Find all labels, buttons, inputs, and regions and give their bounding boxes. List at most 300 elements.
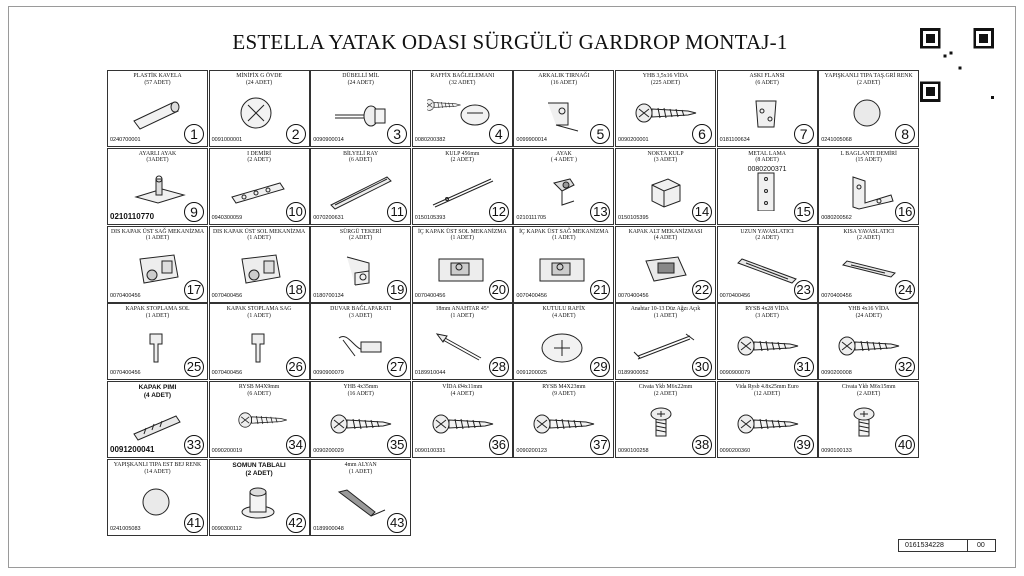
- part-code: 0940300059: [211, 214, 243, 221]
- part-name: UZUN YAVASLATICI: [740, 228, 794, 235]
- adjustable-foot-icon: [122, 171, 192, 211]
- part-code: 0181100634: [719, 137, 750, 143]
- part-name: KAPAK ALT MEKANİZMASI: [628, 228, 703, 235]
- part-label: [313, 229, 408, 242]
- part-label: [720, 73, 815, 86]
- part-label: [212, 73, 307, 86]
- part-cell-32: [818, 303, 919, 380]
- screw-icon: [325, 404, 395, 444]
- part-quantity: (3ADET): [146, 157, 169, 164]
- part-code: 0070400456: [110, 292, 141, 299]
- part-code: 0210110770: [110, 211, 155, 221]
- allen-key-icon: [325, 482, 395, 522]
- part-code: 0090900079: [719, 370, 751, 377]
- part-quantity: (14 ADET): [144, 468, 171, 475]
- part-name: METAL LAMA: [748, 150, 786, 157]
- part-label: [720, 306, 815, 319]
- part-number-badge: 10: [286, 202, 306, 222]
- part-number-badge: 3: [387, 124, 407, 144]
- part-number-badge: 18: [286, 280, 306, 300]
- part-number-badge: 39: [794, 435, 814, 455]
- screw-icon: [732, 326, 802, 366]
- part-cell-30: [615, 303, 716, 380]
- cap-icon: [833, 93, 903, 133]
- part-quantity: (9 ADET): [552, 390, 576, 397]
- part-number-badge: 34: [286, 435, 306, 455]
- part-quantity: (16 ADET): [550, 79, 578, 86]
- part-code: 0091000001: [211, 137, 243, 143]
- part-cell-28: [412, 303, 513, 380]
- part-quantity: (24 ADET): [245, 79, 273, 86]
- part-cell-1: [107, 70, 208, 147]
- part-quantity: (2 ADET): [857, 235, 881, 242]
- screw-icon: [630, 93, 700, 133]
- part-label: [821, 73, 916, 86]
- bolt-icon: [833, 404, 903, 444]
- part-code: 0091200041: [110, 445, 155, 455]
- page-title: ESTELLA YATAK ODASI SÜRGÜLÜ GARDROP MONTAJ-1: [232, 30, 788, 54]
- part-number-badge: 23: [794, 280, 814, 300]
- part-name: YAPIŞKANLI TIPA TAŞ.GRİ RENK: [824, 73, 913, 79]
- part-quantity: (4 ADET): [143, 392, 172, 400]
- part-cell-26: [209, 303, 310, 380]
- part-cell-41: [107, 459, 208, 536]
- part-code: 0099900014: [516, 137, 547, 143]
- part-quantity: (1 ADET): [349, 468, 373, 475]
- part-label: [212, 306, 307, 319]
- part-code: 0070400456: [719, 292, 751, 299]
- part-code: 0189900048: [313, 526, 344, 532]
- part-cell-5: [513, 70, 614, 147]
- l-bracket-icon: [833, 171, 903, 211]
- part-code: 0070400456: [618, 292, 649, 299]
- screw-icon: [528, 404, 598, 444]
- part-code: 0080200371: [747, 165, 787, 173]
- part-code: 0090200360: [719, 448, 751, 455]
- part-label: [618, 384, 713, 397]
- part-number-badge: 41: [184, 513, 204, 533]
- part-label: [821, 306, 916, 319]
- part-cell-24: [818, 226, 919, 303]
- part-cell-18: [209, 226, 310, 303]
- part-code: 0070400456: [211, 370, 243, 377]
- part-number-badge: 37: [590, 435, 610, 455]
- part-cell-38: [615, 381, 716, 458]
- part-code: 0090100133: [821, 448, 852, 455]
- part-label: [618, 229, 713, 242]
- part-number-badge: 6: [692, 124, 712, 144]
- part-label: [415, 73, 510, 86]
- part-number-badge: 19: [387, 280, 407, 300]
- part-code: 0080200562: [821, 214, 852, 221]
- mechanism-icon: [122, 249, 192, 289]
- part-quantity: (1 ADET): [450, 235, 474, 242]
- part-code: 0090900014: [313, 137, 344, 143]
- part-label: [313, 462, 408, 475]
- part-number-badge: 40: [895, 435, 915, 455]
- part-name: Anahtar 10-13 Düz Ağzı Açık: [630, 306, 701, 313]
- part-number-badge: 26: [286, 357, 306, 377]
- part-label: [618, 306, 713, 319]
- part-quantity: (1 ADET): [145, 235, 170, 242]
- part-quantity: (1 ADET): [450, 312, 474, 319]
- part-cell-11: [310, 148, 411, 225]
- revision-number: 00: [977, 542, 985, 549]
- part-quantity: (4 ADET): [552, 312, 576, 319]
- part-number-badge: 30: [692, 357, 712, 377]
- part-name: ASKI FLANSI: [749, 73, 785, 79]
- knob-icon: [630, 171, 700, 211]
- part-quantity: (3 ADET): [349, 312, 373, 319]
- part-label: [110, 229, 205, 242]
- part-number-badge: 24: [895, 280, 915, 300]
- part-number-badge: 4: [489, 124, 509, 144]
- part-code: 0090200019: [211, 448, 243, 455]
- part-code: 0241005083: [110, 526, 141, 532]
- part-number-badge: 7: [794, 124, 814, 144]
- part-number-badge: 28: [489, 357, 509, 377]
- part-number-badge: 14: [692, 202, 712, 222]
- part-code: 0090200123: [516, 448, 547, 455]
- part-code: 0091200025: [516, 370, 547, 377]
- part-cell-21: [513, 226, 614, 303]
- part-code: 0180700134: [313, 292, 344, 299]
- part-name: KAPAK PIMI: [138, 384, 177, 392]
- part-quantity: (12 ADET): [753, 390, 781, 397]
- part-number-badge: 31: [794, 357, 814, 377]
- part-cell-8: [818, 70, 919, 147]
- part-label: [110, 462, 205, 475]
- part-quantity: (2 ADET): [653, 390, 678, 397]
- open-wrench-icon: [630, 326, 700, 366]
- part-cell-13: [513, 148, 614, 225]
- part-name: KAPAK STOPLAMA SAG: [226, 306, 292, 313]
- mechanism-icon: [224, 249, 294, 289]
- part-quantity: (8 ADET): [755, 157, 779, 164]
- part-name: DUVAR BAĞLAPARATI: [330, 306, 392, 313]
- metal-plate-icon: [732, 171, 802, 211]
- part-cell-43: [310, 459, 411, 536]
- parts-grid: [107, 70, 920, 537]
- part-quantity: (2 ADET): [245, 470, 273, 477]
- part-number-badge: 42: [286, 513, 306, 533]
- part-cell-14: [615, 148, 716, 225]
- bottom-mechanism-icon: [630, 249, 700, 289]
- cap-icon: [122, 482, 192, 522]
- part-quantity: (6 ADET): [755, 79, 779, 86]
- part-label: [212, 229, 307, 242]
- part-cell-3: [310, 70, 411, 147]
- part-code: 0240700001: [110, 137, 141, 143]
- part-number-badge: 20: [489, 280, 509, 300]
- slide-wheel-icon: [325, 249, 395, 289]
- part-quantity: (32 ADET): [449, 79, 476, 86]
- short-damper-icon: [833, 249, 903, 289]
- part-name: AYAK: [556, 150, 572, 157]
- document-code: 0161534228: [905, 542, 944, 549]
- part-number-badge: 16: [895, 202, 915, 222]
- door-stop-icon: [224, 326, 294, 366]
- dowel-pin-icon: [325, 93, 395, 133]
- part-label: [516, 306, 611, 319]
- part-number-badge: 38: [692, 435, 712, 455]
- part-quantity: (1 ADET): [247, 312, 271, 319]
- back-clip-icon: [528, 93, 598, 133]
- part-code: 0070400456: [414, 292, 446, 299]
- part-number-badge: 35: [387, 435, 407, 455]
- part-name: BİLYELİ RAY: [343, 150, 379, 157]
- part-name: YHB 4x16 VİDA: [848, 306, 890, 313]
- part-cell-4: [412, 70, 513, 147]
- part-number-badge: 21: [590, 280, 610, 300]
- part-number-badge: 33: [184, 435, 204, 455]
- part-cell-6: [615, 70, 716, 147]
- part-name: Vida Rysb 4.8x25mm Euro: [735, 384, 799, 391]
- part-label: [110, 151, 205, 164]
- part-cell-9: [107, 148, 208, 225]
- part-name: KISA YAVASLATICI: [843, 228, 894, 235]
- part-name: KULP 456mm: [445, 150, 480, 157]
- part-name: YAPIŞKANLI TIPA EST BEJ RENK: [113, 462, 202, 468]
- part-quantity: (2 ADET): [450, 157, 474, 164]
- part-quantity: (1 ADET): [653, 312, 678, 319]
- part-code: 0090900079: [313, 370, 344, 377]
- part-code: 0070200631: [313, 214, 344, 221]
- part-label: [313, 306, 408, 319]
- part-name: Civata Ykb M6x22mm: [638, 384, 693, 391]
- part-name: RYSB M4X23mm: [542, 384, 586, 391]
- part-number-badge: 17: [184, 280, 204, 300]
- part-name: RYSB M4X9mm: [238, 384, 280, 391]
- part-quantity: (15 ADET): [855, 157, 882, 164]
- hanger-flange-icon: [732, 93, 802, 133]
- dowel-icon: [122, 93, 192, 133]
- door-pin-icon: [122, 404, 192, 444]
- part-cell-37: [513, 381, 614, 458]
- part-cell-19: [310, 226, 411, 303]
- part-quantity: (57 ADET): [144, 79, 171, 86]
- part-cell-27: [310, 303, 411, 380]
- part-quantity: (2 ADET): [857, 79, 881, 86]
- handle-bar-icon: [427, 171, 497, 211]
- door-stop-icon: [122, 326, 192, 366]
- foot-icon: [528, 171, 598, 211]
- part-code: 0070400456: [821, 292, 852, 299]
- part-cell-12: [412, 148, 513, 225]
- part-name: ARKALIK TIRNAĞI: [538, 73, 590, 79]
- part-code: 0189910044: [414, 370, 446, 377]
- part-cell-42: [209, 459, 310, 536]
- part-cell-20: [412, 226, 513, 303]
- i-bracket-icon: [224, 171, 294, 211]
- part-cell-2: [209, 70, 310, 147]
- part-cell-17: [107, 226, 208, 303]
- part-quantity: (1 ADET): [145, 312, 170, 319]
- part-number-badge: 43: [387, 513, 407, 533]
- document-code-box: [898, 539, 996, 552]
- part-name: DIS KAPAK ÜST SAĞ MEKANİZMA: [110, 228, 205, 235]
- part-number-badge: 27: [387, 357, 407, 377]
- ball-rail-icon: [325, 171, 395, 211]
- part-label: [821, 229, 916, 242]
- part-label: [415, 384, 510, 397]
- part-cell-36: [412, 381, 513, 458]
- part-name: 18mm ANAHTAR 45°: [435, 306, 489, 313]
- minifix-body-icon: [224, 93, 294, 133]
- part-name: NOKTA KULP: [647, 150, 684, 157]
- part-name: YHB 4x35mm: [343, 384, 378, 391]
- part-code: 0080200382: [414, 137, 446, 143]
- part-code: 0189900052: [618, 370, 649, 377]
- part-quantity: (2 ADET): [349, 235, 373, 242]
- part-code: 0090200008: [821, 370, 852, 377]
- part-code: 0241005068: [821, 137, 852, 143]
- part-label: [415, 229, 510, 242]
- part-quantity: (6 ADET): [247, 390, 271, 397]
- part-number-badge: 32: [895, 357, 915, 377]
- part-number-badge: 1: [184, 124, 204, 144]
- part-cell-22: [615, 226, 716, 303]
- inner-mechanism-icon: [427, 249, 497, 289]
- part-number-badge: 12: [489, 202, 509, 222]
- screw-icon: [732, 404, 802, 444]
- part-name: I DEMİRİ: [247, 150, 272, 157]
- part-name: VİDA Ø4x11mm: [442, 384, 483, 391]
- part-label: [720, 384, 815, 397]
- part-label: [415, 151, 510, 164]
- part-quantity: (4 ADET): [450, 390, 474, 397]
- part-cell-15: [717, 148, 818, 225]
- part-code: 0090300112: [211, 526, 242, 532]
- part-quantity: (2 ADET): [247, 157, 271, 164]
- part-quantity: (1 ADET): [247, 235, 271, 242]
- part-label: [516, 73, 611, 86]
- part-label: [110, 73, 205, 86]
- part-code: 0150105395: [618, 214, 649, 221]
- part-name: 4mm ALYAN: [344, 462, 377, 468]
- part-name: İÇ KAPAK ÜST SAĞ MEKANİZMA: [519, 228, 609, 235]
- part-code: 0090100258: [618, 448, 649, 455]
- inner-mechanism-icon: [528, 249, 598, 289]
- part-name: SOMUN TABLALI: [232, 462, 286, 469]
- part-code: 0150105393: [414, 214, 446, 221]
- long-damper-icon: [732, 249, 802, 289]
- part-code: 0210111705: [516, 214, 547, 221]
- part-label: [516, 229, 611, 242]
- part-cell-7: [717, 70, 818, 147]
- part-name: DÜBELLİ MİL: [342, 73, 380, 79]
- screw-icon: [833, 326, 903, 366]
- part-cell-34: [209, 381, 310, 458]
- part-code: 0070400456: [211, 292, 243, 299]
- part-label: [313, 384, 408, 397]
- part-number-badge: 29: [590, 357, 610, 377]
- part-cell-10: [209, 148, 310, 225]
- part-label: [212, 384, 307, 397]
- part-label: [415, 306, 510, 319]
- part-number-badge: 22: [692, 280, 712, 300]
- raffix-icon: [427, 93, 497, 133]
- part-number-badge: 11: [387, 202, 407, 222]
- part-quantity: (3 ADET): [653, 157, 678, 164]
- part-cell-23: [717, 226, 818, 303]
- part-number-badge: 36: [489, 435, 509, 455]
- part-quantity: (1 ADET): [552, 235, 576, 242]
- part-label: [110, 306, 205, 319]
- part-quantity: (16 ADET): [347, 390, 374, 397]
- flange-nut-icon: [224, 482, 294, 522]
- part-number-badge: 9: [184, 202, 204, 222]
- part-code: 0090200001: [618, 137, 649, 143]
- part-name: YHB 3,5x16 VİDA: [642, 73, 689, 79]
- part-code: 0090100331: [414, 448, 446, 455]
- part-number-badge: 25: [184, 357, 204, 377]
- part-code: 0070400456: [110, 370, 141, 377]
- part-label: [313, 73, 408, 86]
- part-quantity: (24 ADET): [347, 79, 374, 86]
- wall-anchor-icon: [325, 326, 395, 366]
- part-quantity: (2 ADET): [857, 390, 881, 397]
- part-name: AYARLI AYAK: [138, 150, 177, 157]
- part-label: [516, 384, 611, 397]
- part-name: PLASTİK KAVELA: [133, 73, 182, 79]
- bolt-icon: [630, 404, 700, 444]
- part-cell-39: [717, 381, 818, 458]
- part-label: [212, 151, 307, 164]
- part-name: İÇ KAPAK ÜST SOL MEKANİZMA: [417, 228, 507, 235]
- part-label: [516, 151, 611, 164]
- part-label: [720, 151, 815, 164]
- part-label: [821, 151, 916, 164]
- part-quantity: (6 ADET): [349, 157, 373, 164]
- part-name: L BAGLANTI DEMİRİ: [840, 150, 897, 157]
- part-quantity: (225 ADET): [650, 79, 681, 86]
- part-quantity: (24 ADET): [855, 312, 882, 319]
- part-quantity: (3 ADET): [755, 312, 779, 319]
- part-code: 0070400456: [516, 292, 547, 299]
- part-quantity: (4 ADET): [653, 235, 678, 242]
- part-cell-29: [513, 303, 614, 380]
- qr-code-icon: [920, 28, 994, 102]
- part-quantity: (2 ADET): [755, 235, 779, 242]
- part-label: [821, 384, 916, 397]
- part-code: 0090200029: [313, 448, 344, 455]
- part-label: [212, 462, 307, 478]
- part-name: KUTULU RAFİX: [542, 306, 586, 313]
- part-number-badge: 5: [590, 124, 610, 144]
- part-number-badge: 13: [590, 202, 610, 222]
- part-cell-40: [818, 381, 919, 458]
- part-name: SÜRGÜ TEKERİ: [339, 228, 382, 235]
- part-label: [313, 151, 408, 164]
- part-cell-35: [310, 381, 411, 458]
- part-number-badge: 8: [895, 124, 915, 144]
- wrench-icon: [427, 326, 497, 366]
- part-number-badge: 15: [794, 202, 814, 222]
- part-label: [110, 384, 205, 400]
- part-name: RYSB 4x28 VİDA: [745, 306, 789, 313]
- part-name: RAFFİX BAĞLELEMANI: [430, 73, 495, 79]
- part-cell-31: [717, 303, 818, 380]
- part-cell-16: [818, 148, 919, 225]
- box-raffix-icon: [528, 326, 598, 366]
- part-name: Civata Ykb M6x15mm: [841, 384, 896, 391]
- part-quantity: ( 4 ADET ): [550, 157, 577, 164]
- part-name: DIS KAPAK ÜST SOL MEKANİZMA: [212, 228, 306, 235]
- short-screw-icon: [224, 404, 294, 444]
- part-name: MİNİFİX G ÖVDE: [236, 73, 282, 79]
- part-label: [720, 229, 815, 242]
